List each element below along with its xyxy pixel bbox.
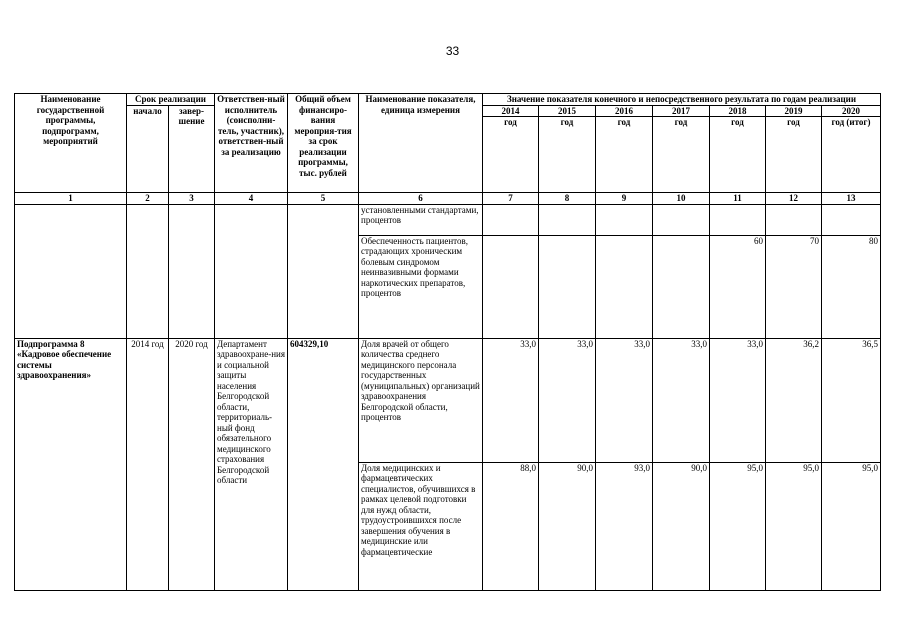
header-year: 2015 bbox=[539, 105, 596, 117]
value-cell bbox=[822, 204, 881, 235]
header-volume: Общий объем финансиро-вания мероприя-тия за срок реализации программы, тыс. рублей bbox=[288, 94, 359, 193]
value-cell: 95,0 bbox=[766, 462, 822, 590]
value-cell: 33,0 bbox=[653, 338, 710, 462]
value-cell: 33,0 bbox=[483, 338, 539, 462]
column-number: 11 bbox=[710, 193, 766, 205]
header-year-sub: год bbox=[483, 117, 539, 193]
value-cell bbox=[483, 204, 539, 235]
header-period: Срок реализации bbox=[127, 94, 215, 106]
header-indicator: Наименование показателя, единица измерения bbox=[359, 94, 483, 193]
column-number: 10 bbox=[653, 193, 710, 205]
value-cell: 90,0 bbox=[653, 462, 710, 590]
volume-cell bbox=[288, 204, 359, 338]
header-start: начало bbox=[127, 105, 169, 193]
header-year: 2019 bbox=[766, 105, 822, 117]
value-cell: 36,5 bbox=[822, 338, 881, 462]
value-cell: 80 bbox=[822, 235, 881, 338]
column-number: 1 bbox=[15, 193, 127, 205]
indicator-cell: установленными стандартами, процентов bbox=[359, 204, 483, 235]
start-cell: 2014 год bbox=[127, 338, 169, 590]
program-cell bbox=[15, 204, 127, 338]
value-cell bbox=[710, 204, 766, 235]
value-cell: 93,0 bbox=[596, 462, 653, 590]
volume-cell: 604329,10 bbox=[288, 338, 359, 590]
value-cell: 36,2 bbox=[766, 338, 822, 462]
column-number: 9 bbox=[596, 193, 653, 205]
column-number: 2 bbox=[127, 193, 169, 205]
value-cell: 33,0 bbox=[710, 338, 766, 462]
header-year: 2016 bbox=[596, 105, 653, 117]
indicator-cell: Доля врачей от общего количества среднего медицинского персонала государственных (муниципальных) организаций здравоохранения Белгородской области, процентов bbox=[359, 338, 483, 462]
header-year: 2018 bbox=[710, 105, 766, 117]
header-end: завер-шение bbox=[169, 105, 215, 193]
value-cell: 33,0 bbox=[539, 338, 596, 462]
header-year: 2014 bbox=[483, 105, 539, 117]
column-number: 8 bbox=[539, 193, 596, 205]
value-cell: 95,0 bbox=[710, 462, 766, 590]
indicators-table bbox=[14, 93, 881, 591]
header-year-sub: год (итог) bbox=[822, 117, 881, 193]
header-year: 2017 bbox=[653, 105, 710, 117]
indicator-cell: Доля медицинских и фармацевтических специалистов, обучившихся в рамках целевой подготовки для нужд области, трудоустроившихся после завершения обучения в медицинские или фармацевтические bbox=[359, 462, 483, 590]
value-cell bbox=[653, 204, 710, 235]
header-year-sub: год bbox=[710, 117, 766, 193]
column-number: 5 bbox=[288, 193, 359, 205]
table-row bbox=[15, 338, 881, 462]
column-number: 3 bbox=[169, 193, 215, 205]
column-number: 6 bbox=[359, 193, 483, 205]
end-cell bbox=[169, 204, 215, 338]
column-number: 12 bbox=[766, 193, 822, 205]
value-cell: 70 bbox=[766, 235, 822, 338]
value-cell bbox=[596, 204, 653, 235]
header-year-sub: год bbox=[539, 117, 596, 193]
value-cell: 88,0 bbox=[483, 462, 539, 590]
table-row bbox=[15, 204, 881, 235]
page-number: 33 bbox=[445, 44, 460, 58]
value-cell bbox=[539, 235, 596, 338]
executor-cell: Департамент здравоохране-ния и социальной защиты населения Белгородской области, территориаль-ный фонд обязательного медицинского страхования Белгородской области bbox=[215, 338, 288, 590]
column-number: 13 bbox=[822, 193, 881, 205]
value-cell bbox=[766, 204, 822, 235]
value-cell: 60 bbox=[710, 235, 766, 338]
column-number: 7 bbox=[483, 193, 539, 205]
header-values: Значение показателя конечного и непосредственного результата по годам реализации bbox=[483, 94, 881, 106]
header-program: Наименование государственной программы, подпрограмм, мероприятий bbox=[15, 94, 127, 193]
value-cell bbox=[653, 235, 710, 338]
header-year: 2020 bbox=[822, 105, 881, 117]
value-cell: 95,0 bbox=[822, 462, 881, 590]
value-cell bbox=[596, 235, 653, 338]
column-number: 4 bbox=[215, 193, 288, 205]
executor-cell bbox=[215, 204, 288, 338]
value-cell: 33,0 bbox=[596, 338, 653, 462]
value-cell bbox=[539, 204, 596, 235]
start-cell bbox=[127, 204, 169, 338]
value-cell: 90,0 bbox=[539, 462, 596, 590]
header-year-sub: год bbox=[653, 117, 710, 193]
header-year-sub: год bbox=[596, 117, 653, 193]
value-cell bbox=[483, 235, 539, 338]
header-executor: Ответствен-ный исполнитель (соисполни-тель, участник), ответствен-ный за реализацию bbox=[215, 94, 288, 193]
program-cell: Подпрограмма 8 «Кадровое обеспечение системы здравоохранения» bbox=[15, 338, 127, 590]
end-cell: 2020 год bbox=[169, 338, 215, 590]
indicator-cell: Обеспеченность пациентов, страдающих хроническим болевым синдромом неинвазивными формами наркотических препаратов, процентов bbox=[359, 235, 483, 338]
header-year-sub: год bbox=[766, 117, 822, 193]
